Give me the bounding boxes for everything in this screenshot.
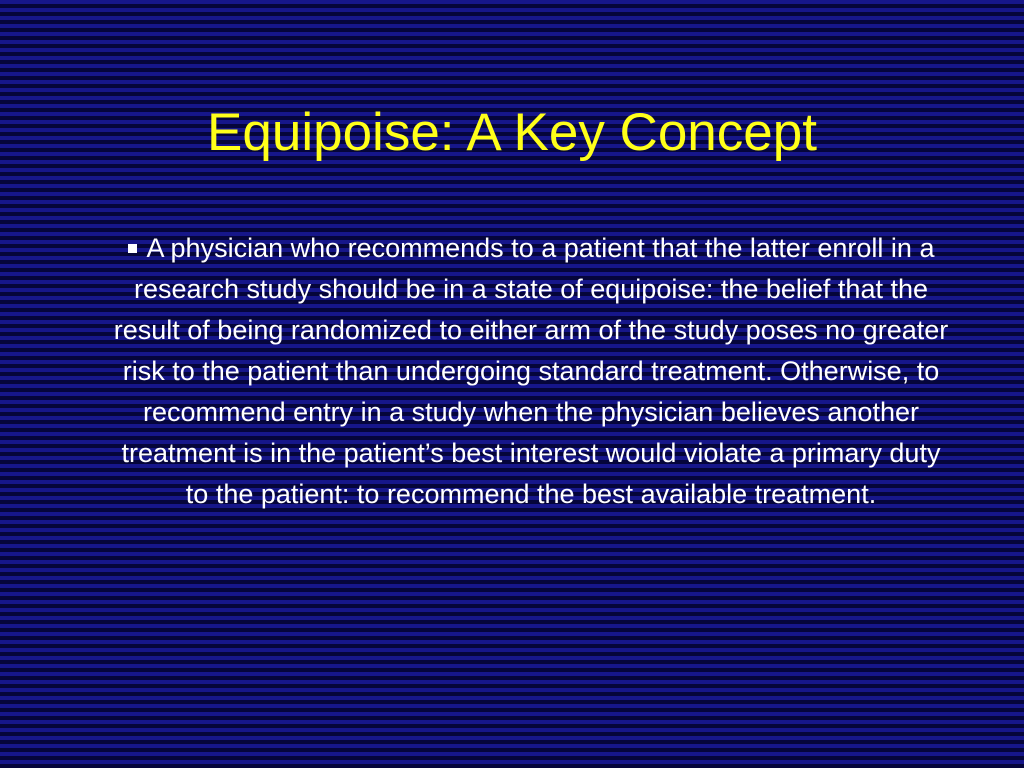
bullet-item [108, 228, 954, 515]
slide-title: Equipoise: A Key Concept [207, 103, 817, 162]
bullet-list [108, 228, 954, 515]
square-bullet-icon [128, 244, 137, 253]
bullet-text: A physician who recommends to a patient that the latter enroll in a research study should be in a state of equipoise: the belief that the result of being randomized to either arm of the study poses no greater risk to the patient than undergoing standard treatment. Otherwise, to recommend entry in a study when the physician believes another treatment is in the patient’s best interest would violate a primary duty to the patient: to recommend the best available treatment. [113, 233, 949, 509]
